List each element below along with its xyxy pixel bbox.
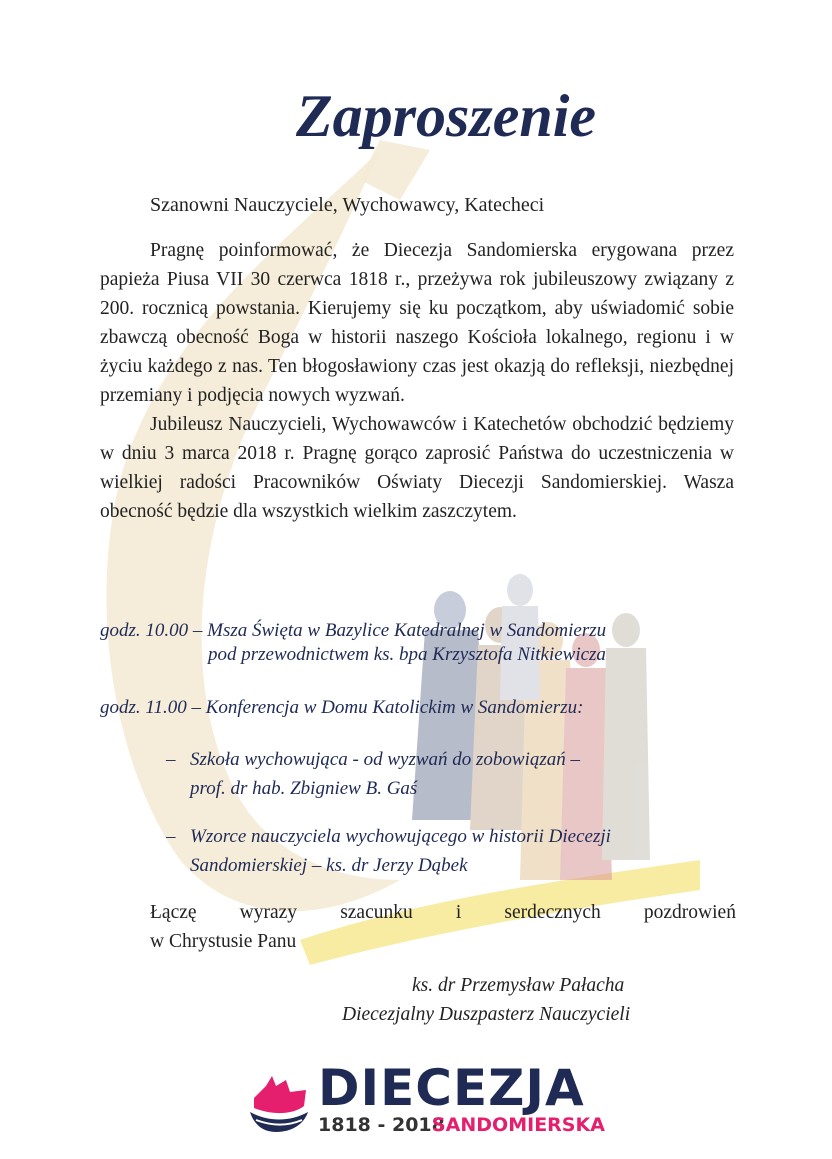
lecture-speaker: Sandomierskiej – ks. dr Jerzy Dąbek — [190, 855, 468, 876]
schedule-item-conference — [100, 697, 740, 719]
page-title: Zaproszenie — [296, 83, 596, 149]
lecture-dash: – — [166, 749, 176, 770]
letter-body — [100, 236, 734, 526]
signature-name: ks. dr Przemysław Pałacha — [412, 975, 625, 996]
closing-line-1 — [150, 898, 736, 927]
schedule-item-mass-line1: godz. 10.00 – Msza Święta w Bazylice Katedralnej w Sandomierzu — [100, 620, 607, 641]
lecture-dash: – — [166, 826, 176, 847]
paragraph-1: Pragnę poinformować, że Diecezja Sandomierska erygowana przez papieża Piusa VII 30 czerwca 1818 r., przeżywa rok jubileuszowy związany z 200. rocznicą powstania. Kierujemy się ku początkom, aby uświadomić sobie zbawczą obecność Boga w historii naszego Kościoła lokalnego, regionu i w życiu każdego z nas. Ten błogosławiony czas jest okazją do refleksji, niezbędnej przemiany i podjęcia nowych wyzwań. — [100, 240, 734, 406]
lecture-item — [166, 822, 736, 880]
greeting: Szanowni Nauczyciele, Wychowawcy, Katecheci — [150, 194, 545, 216]
lecture-speaker: prof. dr hab. Zbigniew B. Gaś — [190, 778, 418, 799]
logo-word: DIECEZJA — [318, 1059, 585, 1117]
closing-line-2: w Chrystusie Panu — [150, 931, 297, 952]
closing-word: szacunku — [340, 902, 413, 923]
logo-years: 1818 - 2018 — [318, 1114, 445, 1136]
closing-word: i — [455, 902, 462, 923]
signature-role: Diecezjalny Duszpasterz Nauczycieli — [342, 1004, 631, 1025]
closing-word: serdecznych — [504, 902, 601, 923]
closing-salutation — [150, 898, 736, 956]
schedule-item-mass — [100, 620, 740, 666]
diocese-logo — [246, 1059, 605, 1144]
closing-word: pozdrowień — [643, 902, 736, 923]
closing-word: wyrazy — [239, 902, 298, 923]
lecture-title: Wzorce nauczyciela wychowującego w historii Diecezji — [190, 826, 611, 847]
cathedral-wave-icon — [246, 1068, 314, 1138]
closing-word: Łączę — [150, 902, 197, 923]
schedule-item-mass-line2: pod przewodnictwem ks. bpa Krzysztofa Nitkiewicza — [208, 644, 606, 665]
lecture-item — [166, 745, 736, 803]
lecture-title: Szkoła wychowująca - od wyzwań do zobowiązań – — [190, 749, 581, 770]
schedule-item-conference-text: godz. 11.00 – Konferencja w Domu Katolickim w Sandomierzu: — [100, 697, 584, 718]
paragraph-2: Jubileusz Nauczycieli, Wychowawców i Katechetów obchodzić będziemy w dniu 3 marca 2018 r. Pragnę gorąco zaprosić Państwa do uczestniczenia w wielkiej radości Pracowników Oświaty Diecezji Sandomierskiej. Wasza obecność będzie dla wszystkich wielkim zaszczytem. — [100, 414, 734, 522]
logo-name: SANDOMIERSKA — [432, 1114, 605, 1136]
